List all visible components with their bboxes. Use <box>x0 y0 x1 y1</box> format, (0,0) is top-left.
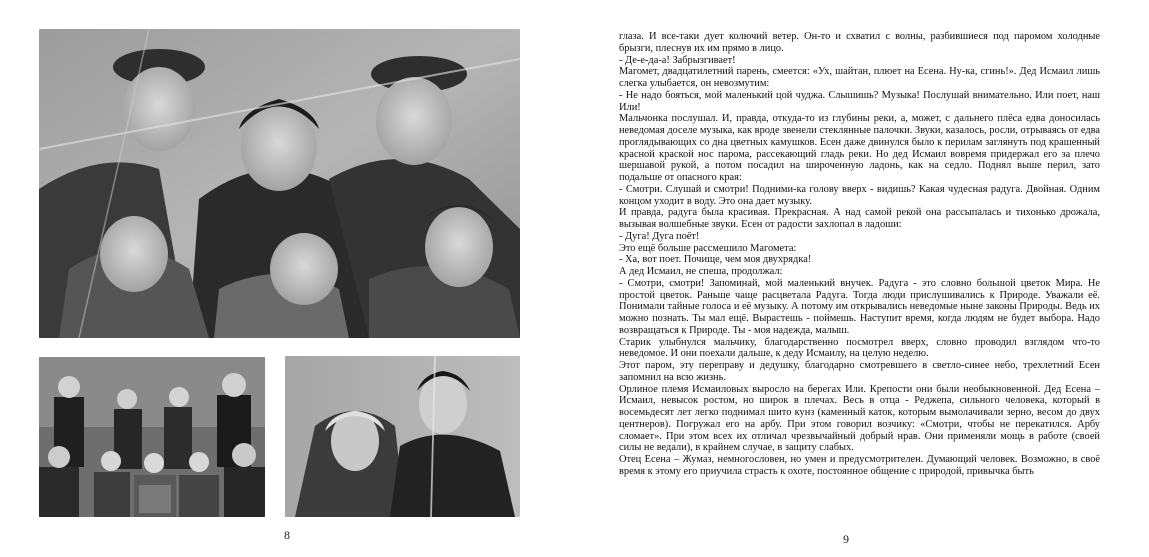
family-portrait-photo <box>39 29 520 338</box>
family-group-photo <box>39 357 265 517</box>
text-paragraph: И правда, радуга была красивая. Прекрасная. А над самой рекой она рассыпалась и тихонько дрожала, вызывая волшебные звуки. Есен от радости захлопал в ладоши: <box>619 207 1100 230</box>
text-paragraph: - Де-е-да-а! Забрызгивает! <box>619 54 736 66</box>
woman-and-young-man-photo <box>285 356 520 517</box>
text-paragraph: - Дуга! Дуга поёт! <box>619 230 700 242</box>
text-paragraph: Орлиное племя Исмаиловых выросло на берегах Или. Крепости они были необыкновенной. Дед Есена – Исмаил, невысок ростом, но широк в плечах. Весь в отца - Реджепа, сильного человека, который в восемьдесят лет легко поднимал шито кунз (каменный каток, которым вымолачивали зерно, весом до двух центнеров). Погружал его на арбу. При этом говорил возчику: «Смотри, чтобы не перекатился. Арбу сломает». При этом всех их отличал чрезвычайный добрый нрав. Они применяли мощь в работе (своей силы не ведали), в крайнем случае, в защиту слабых. <box>619 383 1100 454</box>
story-text <box>619 31 1100 516</box>
text-paragraph: Мальчонка послушал. И, правда, откуда-то из глубины реки, а, может, с дальнего плёса едва доносилась неведомая доселе музыка, как вроде звенели стеклянные палочки. Звуки, казалось, росли, отрываясь от едва проглядывающих со дна цветных камушков. Есен даже двинулся было к перилам заглянуть под крашенный красной краской нос парома, рассекающий гладь реки. Но дед Исмаил вовремя придержал его за плечо шершавой рукой, а потом посадил на широченную ладонь, как на седло. Поднял выше перил, зато подальше от опасного края: <box>619 113 1100 183</box>
page-number-left: 8 <box>284 528 290 542</box>
text-paragraph: Отец Есена – Жумаз, немногословен, но умен и предусмотрителен. Думающий человек. Возможно, в своё время к этому его приучила страсть к охоте, постоянное общение с природой, привычка быть <box>619 454 1100 477</box>
text-paragraph: Этот паром, эту переправу и дедушку, благодарно смотревшего в светло-синее небо, трехлетний Есен запомнил на всю жизнь. <box>619 360 1100 383</box>
text-paragraph: глаза. И все-таки дует колючий ветер. Он-то и схватил с волны, разбившиеся под паромом холодные брызги, плеснув их им прямо в лицо. <box>619 31 1100 54</box>
text-paragraph: Магомет, двадцатилетний парень, смеется: «Ух, шайтан, плюет на Есена. Ну-ка, сгинь!». Дед Исмаил лишь слегка улыбается, он невозмутим: <box>619 66 1100 89</box>
text-paragraph: А дед Исмаил, не спеша, продолжал: <box>619 266 783 277</box>
text-paragraph: - Смотри, смотри! Запоминай, мой маленький внучек. Радуга - это словно большой цветок Мира. Не простой цветок. Раньше чаще расцветала Радуга. Тогда люди прислушивались к Природе. Уважали её. Понимали тайные голоса и её музыку. А потому им открывались неведомые ныне законы Природы. Ведь их можно познать. Ты мал ещё. Вырастешь - поймешь. Наступит время, когда людям не будет выбора. Надо возвращаться к Природе. Ты - моя надежда, малыш. <box>619 277 1100 336</box>
text-paragraph: - Ха, вот поет. Почище, чем моя двухрядка! <box>619 254 812 266</box>
text-paragraph: - Смотри. Слушай и смотри! Подними-ка голову вверх - видишь? Какая чудесная радуга. Двойная. Одним концом уходит в воду. Это она дает музыку. <box>619 183 1100 207</box>
text-paragraph: - Не надо бояться, мой маленький цой чуджа. Слышишь? Музыка! Послушай внимательно. Или поет, наш Или! <box>619 89 1100 113</box>
text-paragraph: Это ещё больше рассмешило Магомета: <box>619 242 797 254</box>
page-number-right: 9 <box>843 532 849 546</box>
text-paragraph: Старик улыбнулся мальчику, благодарственно посмотрел вверх, словно проводил взглядом что-то неведомое. И они поехали дальше, к деду Исмаилу, на целую неделю. <box>619 336 1100 360</box>
